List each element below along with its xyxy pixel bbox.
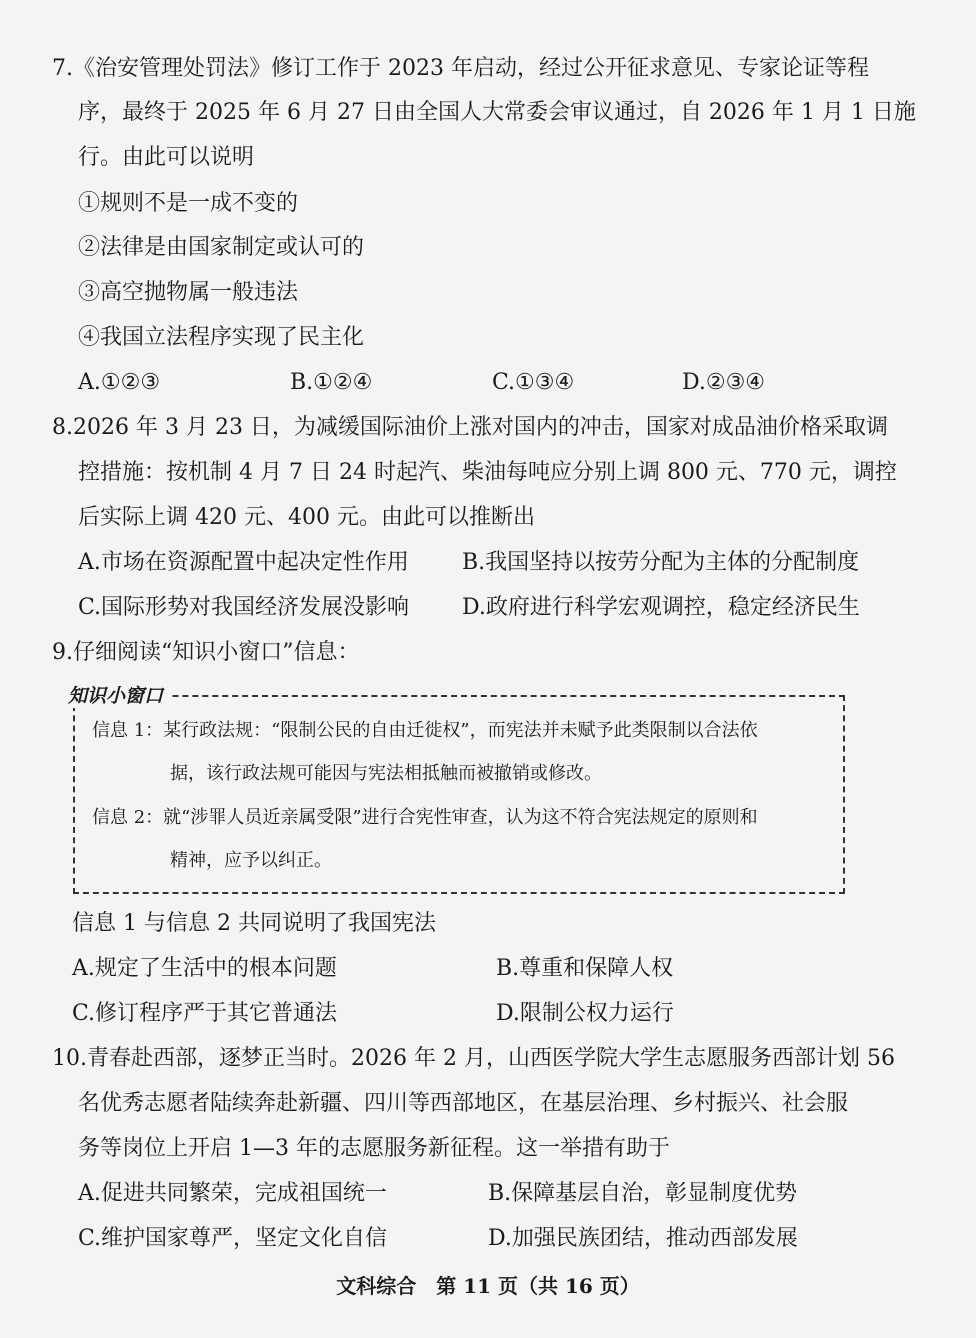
q8-stem-line-3: 后实际上调 420 元、400 元。由此可以推断出 — [78, 505, 535, 530]
q7-option-b: B.①②④ — [290, 370, 373, 395]
info-2-line-1: 信息 2：就“涉罪人员近亲属受限”进行合宪性审查，认为这不符合宪法规定的原则和 — [92, 807, 758, 828]
q9-option-d: D.限制公权力运行 — [496, 1001, 674, 1026]
q8-option-b: B.我国坚持以按劳分配为主体的分配制度 — [462, 550, 860, 575]
info-2-line-2: 精神，应予以纠正。 — [170, 850, 332, 871]
knowledge-window-title: 知识小窗口 — [66, 684, 169, 708]
q7-option-d: D.②③④ — [682, 370, 766, 395]
info-1-line-2: 据，该行政法规可能因与宪法相抵触而被撤销或修改。 — [170, 763, 602, 784]
q9-stem: 信息 1 与信息 2 共同说明了我国宪法 — [72, 911, 436, 936]
q7-statement-2: ②法律是由国家制定或认可的 — [78, 235, 365, 260]
q7-option-c: C.①③④ — [492, 370, 575, 395]
q9-intro: 9.仔细阅读“知识小窗口”信息： — [52, 640, 360, 665]
page-footer: 文科综合 第 11 页（共 16 页） — [336, 1274, 640, 1298]
q10-option-c: C.维护国家尊严，坚定文化自信 — [78, 1226, 388, 1251]
q8-option-a: A.市场在资源配置中起决定性作用 — [78, 550, 409, 575]
q10-option-a: A.促进共同繁荣，完成祖国统一 — [78, 1181, 387, 1206]
q7-statement-3: ③高空抛物属一般违法 — [78, 280, 299, 305]
q9-option-b: B.尊重和保障人权 — [496, 956, 674, 981]
q9-option-c: C.修订程序严于其它普通法 — [72, 1001, 338, 1026]
q10-stem-line-3: 务等岗位上开启 1—3 年的志愿服务新征程。这一举措有助于 — [78, 1136, 670, 1161]
q10-option-b: B.保障基层自治，彰显制度优势 — [488, 1181, 798, 1206]
q10-stem-line-1: 10.青春赴西部，逐梦正当时。2026 年 2 月，山西医学院大学生志愿服务西部计划 56 — [52, 1046, 895, 1071]
q8-option-c: C.国际形势对我国经济发展没影响 — [78, 595, 410, 620]
q10-option-d: D.加强民族团结，推动西部发展 — [488, 1226, 798, 1251]
q7-statement-1: ①规则不是一成不变的 — [78, 191, 299, 216]
q8-stem-line-1: 8.2026 年 3 月 23 日，为减缓国际油价上涨对国内的冲击，国家对成品油价格采取调 — [52, 415, 888, 440]
q7-stem-line-1: 7.《治安管理处罚法》修订工作于 2023 年启动，经过公开征求意见、专家论证等程 — [52, 56, 869, 81]
q7-stem-line-3: 行。由此可以说明 — [78, 145, 255, 170]
q7-statement-4: ④我国立法程序实现了民主化 — [78, 325, 365, 350]
q10-stem-line-2: 名优秀志愿者陆续奔赴新疆、四川等西部地区，在基层治理、乡村振兴、社会服 — [78, 1091, 849, 1116]
q7-stem-line-2: 序，最终于 2025 年 6 月 27 日由全国人大常委会审议通过，自 2026 年 1 月 1 日施 — [78, 100, 916, 125]
q9-option-a: A.规定了生活中的根本问题 — [72, 956, 337, 981]
q8-option-d: D.政府进行科学宏观调控，稳定经济民生 — [462, 595, 860, 620]
info-1-line-1: 信息 1：某行政法规：“限制公民的自由迁徙权”，而宪法并未赋予此类限制以合法依 — [92, 720, 758, 741]
q8-stem-line-2: 控措施：按机制 4 月 7 日 24 时起汽、柴油每吨应分别上调 800 元、770 元，调控 — [78, 460, 897, 485]
q7-option-a: A.①②③ — [78, 370, 161, 395]
